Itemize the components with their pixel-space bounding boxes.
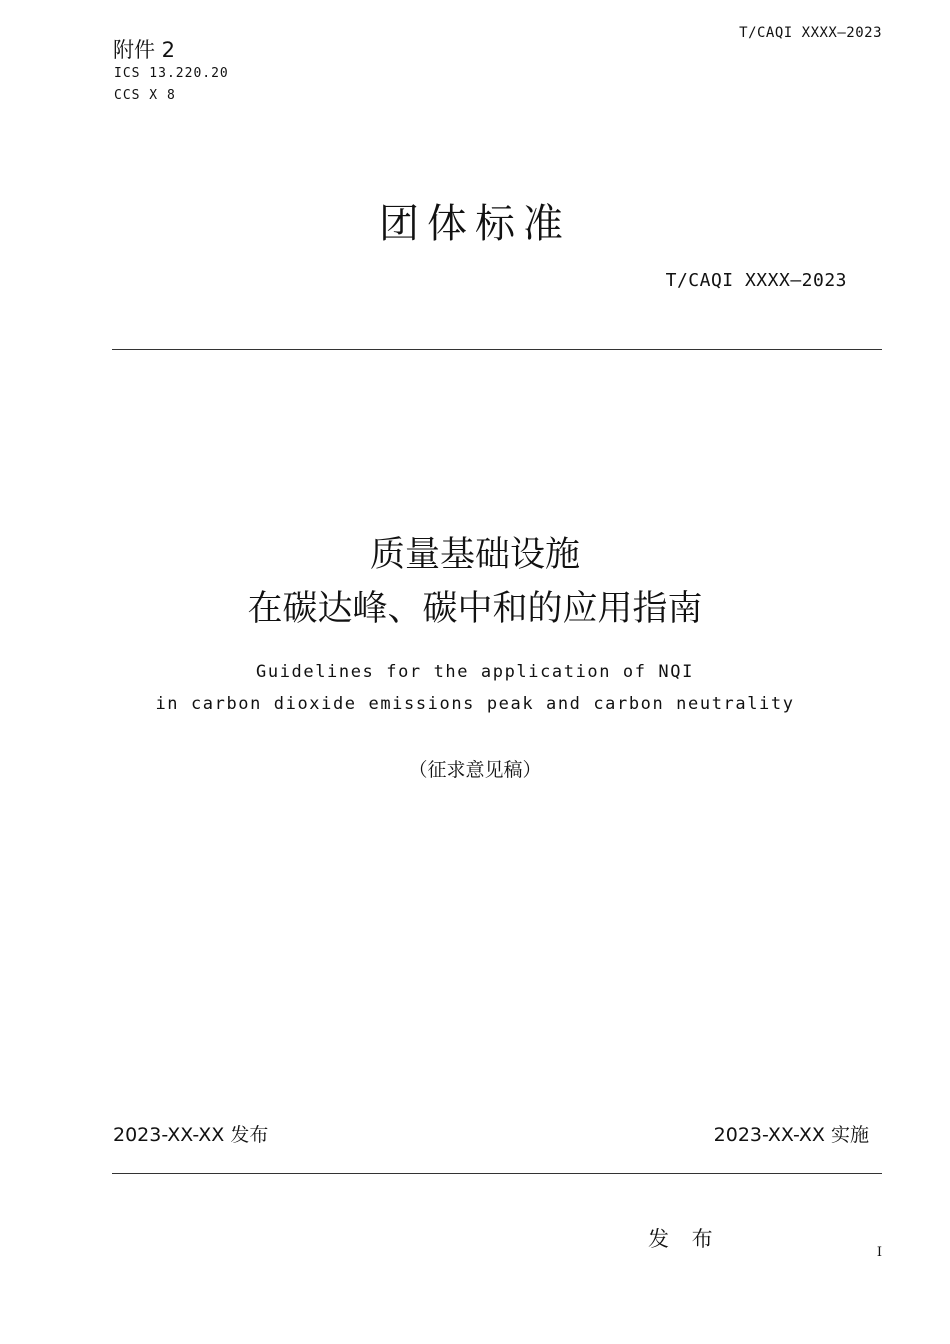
title-chinese-line-1: 质量基础设施 xyxy=(369,535,580,575)
attachment-label: 附件 2 xyxy=(113,38,176,62)
page-number: I xyxy=(876,1245,882,1260)
title-chinese-line-2: 在碳达峰、碳中和的应用指南 xyxy=(247,589,703,629)
publisher-label: 发 布 xyxy=(648,1227,721,1251)
title-english-line-2: in carbon dioxide emissions peak and carbon neutrality xyxy=(155,694,795,714)
standard-type-heading: 团体标准 xyxy=(379,201,571,247)
ccs-code: CCS X 8 xyxy=(114,88,176,103)
standard-number: T/CAQI XXXX—2023 xyxy=(665,270,847,291)
publish-date: 2023-XX-XX 发布 xyxy=(113,1124,269,1146)
title-english-line-1: Guidelines for the application of NQI xyxy=(256,662,694,682)
top-divider xyxy=(112,349,882,350)
header-doc-code: T/CAQI XXXX—2023 xyxy=(739,25,882,41)
draft-status: （征求意见稿） xyxy=(408,759,542,781)
implement-date: 2023-XX-XX 实施 xyxy=(713,1124,869,1146)
ics-code: ICS 13.220.20 xyxy=(114,66,229,81)
bottom-divider xyxy=(112,1173,882,1174)
